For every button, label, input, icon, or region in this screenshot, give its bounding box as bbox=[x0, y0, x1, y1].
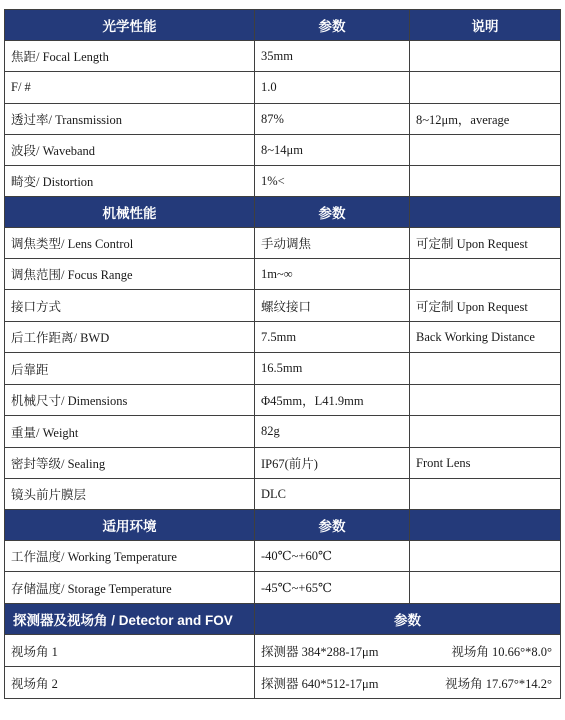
spec-value: -40℃~+60℃ bbox=[255, 541, 410, 572]
param-column-title: 参数 bbox=[255, 197, 410, 228]
spec-note bbox=[410, 135, 561, 166]
spec-value: 82g bbox=[255, 416, 410, 448]
table-row bbox=[5, 228, 561, 259]
fov-angle: 视场角 17.67°*14.2° bbox=[445, 676, 552, 691]
spec-label: 视场角 1 bbox=[5, 635, 255, 667]
optical-section-title: 光学性能 bbox=[5, 10, 255, 41]
param-column-title: 参数 bbox=[255, 510, 410, 541]
spec-label: 视场角 2 bbox=[5, 667, 255, 699]
environment-header-row bbox=[5, 510, 561, 541]
spec-label: 机械尺寸/ Dimensions bbox=[5, 385, 255, 416]
note-column-title bbox=[410, 510, 561, 541]
spec-value: 手动调焦 bbox=[255, 228, 410, 259]
table-row bbox=[5, 385, 561, 416]
spec-note: Back Working Distance bbox=[410, 322, 561, 353]
table-row bbox=[5, 667, 561, 699]
environment-section-title: 适用环境 bbox=[5, 510, 255, 541]
mechanical-header-row bbox=[5, 197, 561, 228]
note-column-title bbox=[410, 197, 561, 228]
fov-header-row bbox=[5, 604, 561, 635]
spec-value: IP67(前片) bbox=[255, 448, 410, 479]
spec-label: 存储温度/ Storage Temperature bbox=[5, 572, 255, 604]
table-row bbox=[5, 448, 561, 479]
spec-note bbox=[410, 259, 561, 290]
spec-note bbox=[410, 166, 561, 197]
spec-value: DLC bbox=[255, 479, 410, 510]
spec-note bbox=[410, 416, 561, 448]
spec-label: 调焦类型/ Lens Control bbox=[5, 228, 255, 259]
table-row bbox=[5, 135, 561, 166]
fov-section-title: 探测器及视场角 / Detector and FOV bbox=[5, 604, 255, 635]
spec-label: 调焦范围/ Focus Range bbox=[5, 259, 255, 290]
fov-value bbox=[255, 635, 561, 667]
param-column-title: 参数 bbox=[255, 604, 561, 635]
spec-label: 接口方式 bbox=[5, 290, 255, 322]
table-row bbox=[5, 479, 561, 510]
spec-value: 1%< bbox=[255, 166, 410, 197]
table-row bbox=[5, 416, 561, 448]
table-row bbox=[5, 166, 561, 197]
spec-label: 后靠距 bbox=[5, 353, 255, 385]
table-row bbox=[5, 104, 561, 135]
spec-value: 35mm bbox=[255, 41, 410, 72]
spec-value: 螺纹接口 bbox=[255, 290, 410, 322]
spec-value: 8~14μm bbox=[255, 135, 410, 166]
spec-label: 后工作距离/ BWD bbox=[5, 322, 255, 353]
spec-label: 畸变/ Distortion bbox=[5, 166, 255, 197]
table-row bbox=[5, 72, 561, 104]
spec-value: -45℃~+65℃ bbox=[255, 572, 410, 604]
detector-spec: 探测器 640*512-17μm bbox=[261, 676, 379, 691]
table-row bbox=[5, 290, 561, 322]
spec-value: 1.0 bbox=[255, 72, 410, 104]
spec-label: 密封等级/ Sealing bbox=[5, 448, 255, 479]
spec-label: 透过率/ Transmission bbox=[5, 104, 255, 135]
spec-value: 87% bbox=[255, 104, 410, 135]
param-column-title: 参数 bbox=[255, 10, 410, 41]
spec-note bbox=[410, 479, 561, 510]
table-row bbox=[5, 41, 561, 72]
spec-note: 可定制 Upon Request bbox=[410, 228, 561, 259]
spec-note: 8~12μm，average bbox=[410, 104, 561, 135]
fov-value bbox=[255, 667, 561, 699]
fov-angle: 视场角 10.66°*8.0° bbox=[451, 644, 552, 659]
table-row bbox=[5, 322, 561, 353]
spec-value: 16.5mm bbox=[255, 353, 410, 385]
spec-value: 7.5mm bbox=[255, 322, 410, 353]
spec-note bbox=[410, 572, 561, 604]
spec-value: Φ45mm，L41.9mm bbox=[255, 385, 410, 416]
detector-spec: 探测器 384*288-17μm bbox=[261, 644, 379, 659]
table-row bbox=[5, 635, 561, 667]
spec-label: 波段/ Waveband bbox=[5, 135, 255, 166]
table-row bbox=[5, 353, 561, 385]
spec-label: 焦距/ Focal Length bbox=[5, 41, 255, 72]
spec-sheet bbox=[4, 9, 560, 699]
note-column-title: 说明 bbox=[410, 10, 561, 41]
table-row bbox=[5, 572, 561, 604]
mechanical-section-title: 机械性能 bbox=[5, 197, 255, 228]
spec-note bbox=[410, 353, 561, 385]
spec-label: 重量/ Weight bbox=[5, 416, 255, 448]
optical-header-row bbox=[5, 10, 561, 41]
spec-note bbox=[410, 41, 561, 72]
table-row bbox=[5, 541, 561, 572]
spec-note bbox=[410, 72, 561, 104]
table-row bbox=[5, 259, 561, 290]
spec-label: F/ # bbox=[5, 72, 255, 104]
spec-note: Front Lens bbox=[410, 448, 561, 479]
spec-label: 镜头前片膜层 bbox=[5, 479, 255, 510]
spec-value: 1m~∞ bbox=[255, 259, 410, 290]
lens-spec-table bbox=[4, 9, 561, 699]
spec-note bbox=[410, 541, 561, 572]
spec-note bbox=[410, 385, 561, 416]
spec-label: 工作温度/ Working Temperature bbox=[5, 541, 255, 572]
spec-note: 可定制 Upon Request bbox=[410, 290, 561, 322]
